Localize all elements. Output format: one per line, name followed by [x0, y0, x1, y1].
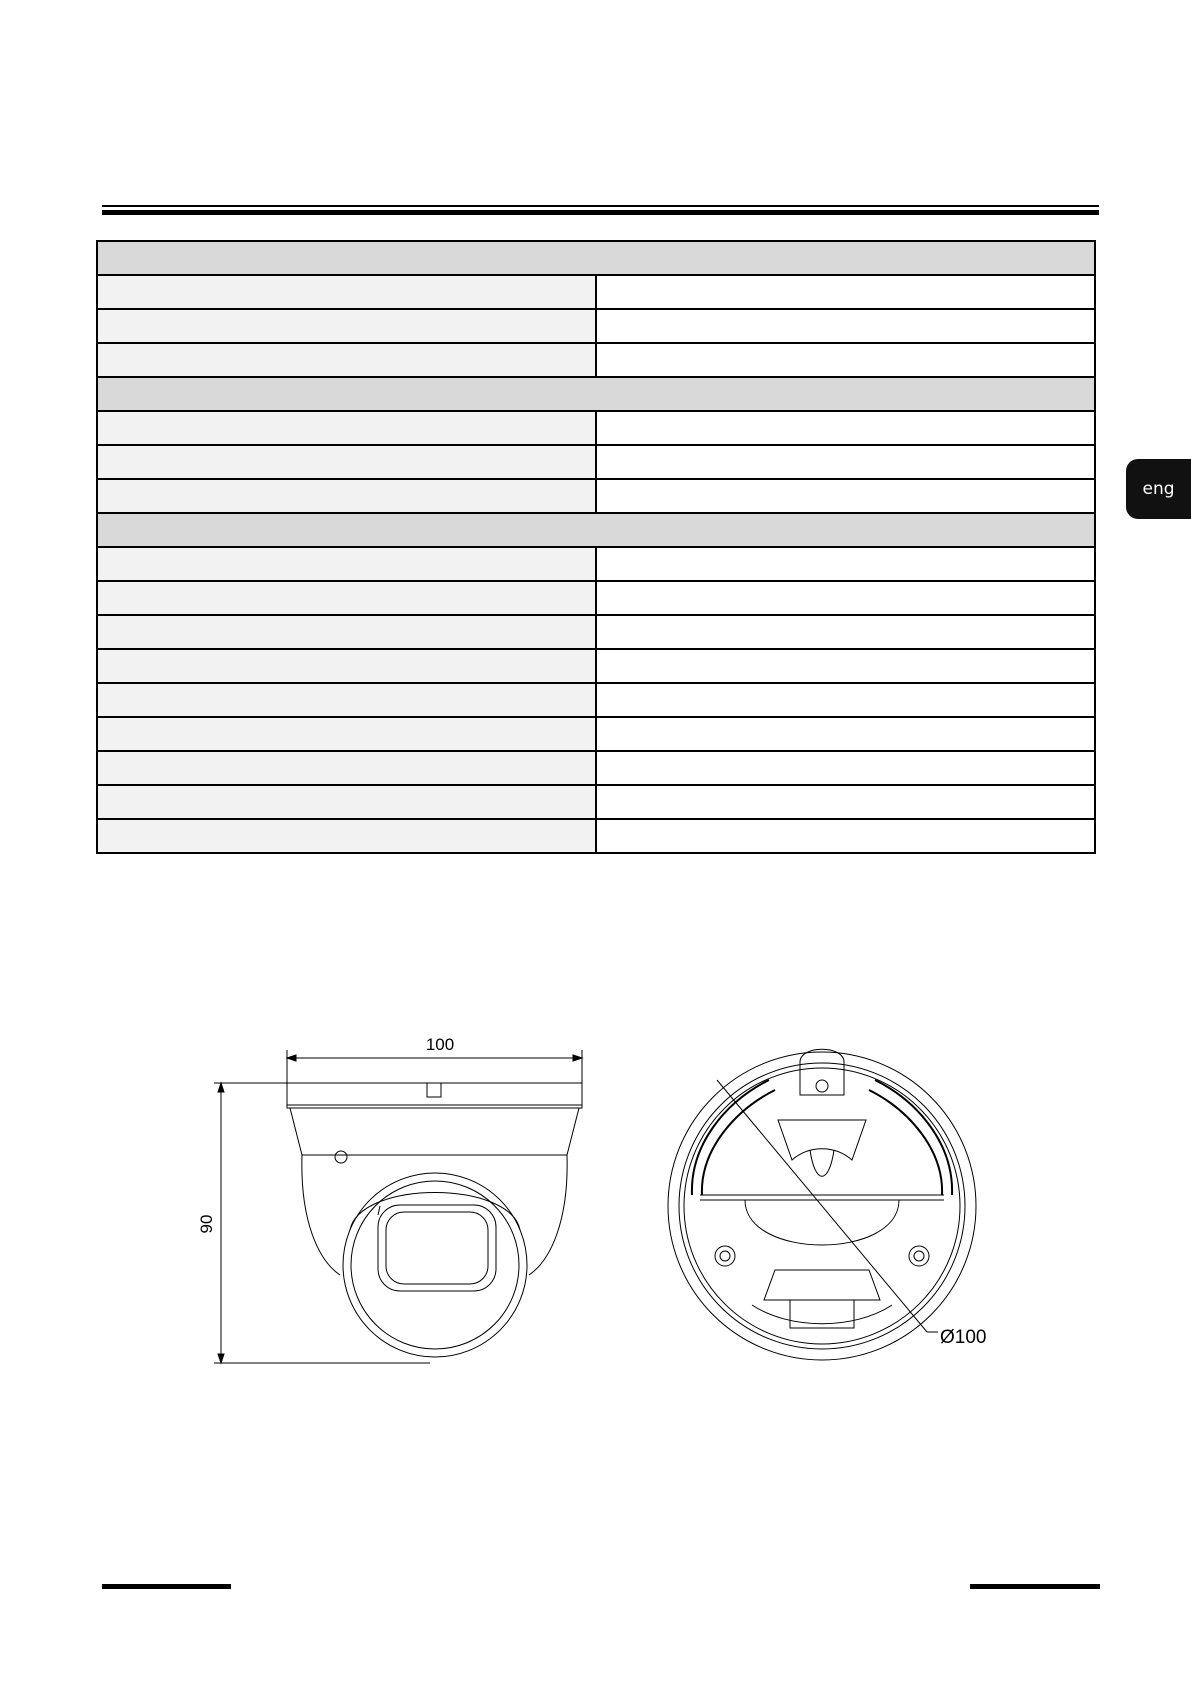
width-dimension-label: 100 [425, 1035, 455, 1054]
camera-front-view [214, 1050, 582, 1363]
language-tab-label: eng [1142, 479, 1175, 499]
camera-bottom-view [668, 1049, 976, 1360]
footer-rule-left [102, 1584, 231, 1589]
height-dimension-label: 90 [197, 1214, 216, 1234]
footer-rule-right [970, 1584, 1100, 1589]
diameter-dimension-label: Ø100 [940, 1327, 987, 1348]
